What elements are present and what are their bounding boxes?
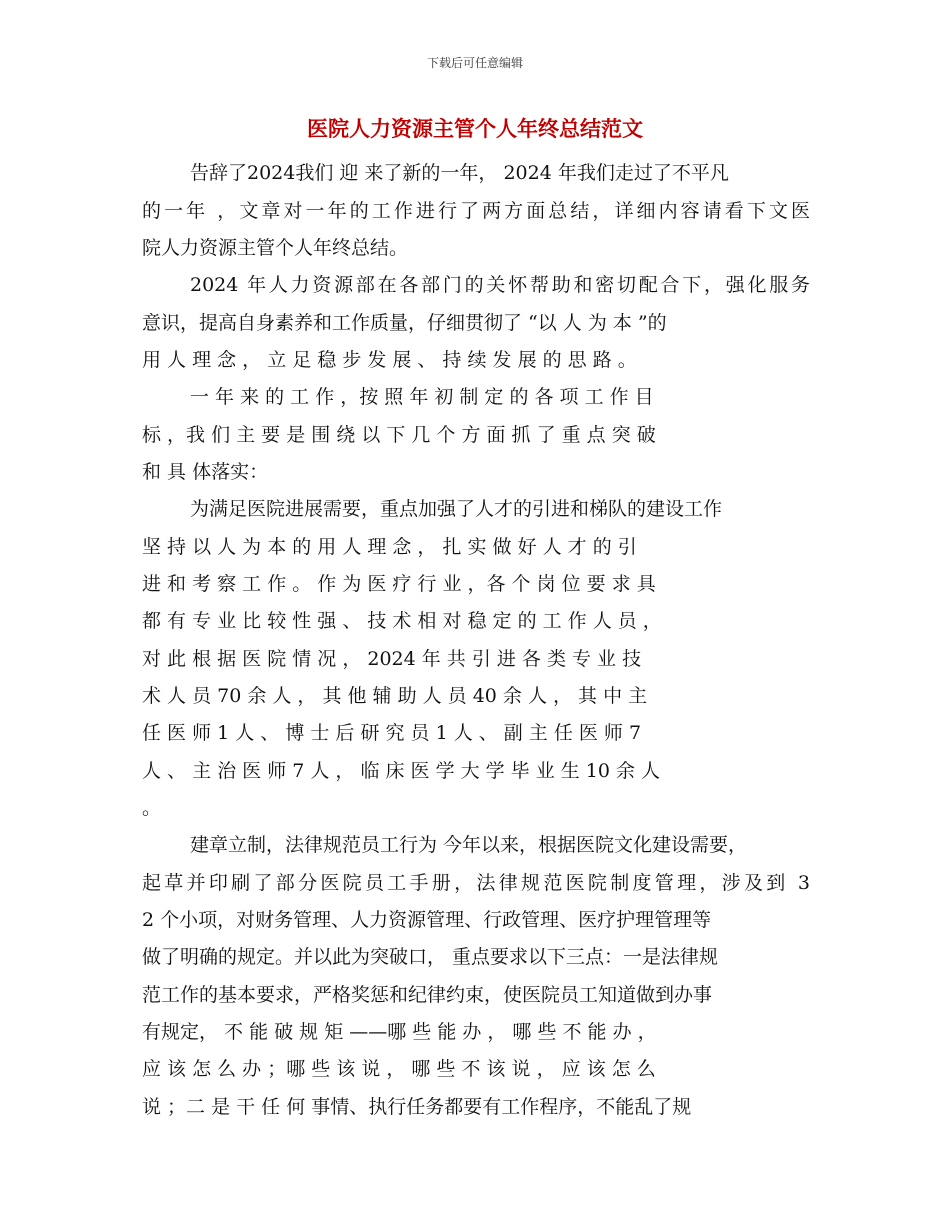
paragraph-4-line-1: 为满足医院进展需要，重点加强了人才的引进和梯队的建设工作 — [190, 498, 723, 520]
paragraph-2-line-3: 用 人 理 念 ， 立 足 稳 步 发 展 、 持 续 发 展 的 思 路 。 — [142, 349, 637, 371]
paragraph-3-line-2: 标 ，我 们 主 要 是 围 绕 以 下 几 个 方 面 抓 了 重 点 突 破 — [142, 424, 656, 446]
paragraph-4-line-7: 任 医 师 1 人 、 博 士 后 研 究 员 1 人 、 副 主 任 医 师 7 — [142, 722, 642, 744]
paragraph-1-line-1: 告辞了2024我们 迎 来了新的一年， 2024 年我们走过了不平凡 — [190, 162, 729, 184]
paragraph-4-line-2: 坚 持 以 人 为 本 的 用 人 理 念 ， 扎 实 做 好 人 才 的 引 — [142, 536, 637, 558]
paragraph-3-line-3: 和 具 体落实： — [142, 461, 269, 483]
paragraph-1-line-3: 院人力资源主管个人年终总结。 — [142, 237, 409, 259]
paragraph-5-line-1: 建章立制，法律规范员工行为 今年以来，根据医院文化建设需要， — [190, 834, 748, 856]
paragraph-5-line-3: 2 个小项，对财务管理、人力资源管理、行政管理、医疗护理管理等 — [142, 909, 712, 931]
paragraph-4-line-9: 。 — [142, 797, 162, 819]
paragraph-4-line-6: 术 人 员 70 余 人 ， 其 他 辅 助 人 员 40 余 人 ， 其 中 主 — [142, 685, 648, 707]
paragraph-4-line-4: 都 有 专 业 比 较 性 强 、 技 术 相 对 稳 定 的 工 作 人 员 ， — [142, 610, 662, 632]
paragraph-2-line-1: 2024 年人力资源部在各部门的关怀帮助和密切配合下，强化服务 — [190, 274, 810, 296]
page-header: 下载后可任意编辑 — [426, 56, 523, 70]
paragraph-5-line-4: 做了明确的规定。并以此为突破口， 重点要求以下三点：一是法律规 — [142, 946, 719, 968]
paragraph-5-line-8: 说 ；二 是 干 任 何 事情、执行任务都要有工作程序，不能乱了规 — [142, 1096, 692, 1118]
paragraph-5-line-7: 应 该 怎 么 办 ；哪 些 该 说 ， 哪 些 不 该 说 ， 应 该 怎 么 — [142, 1058, 656, 1080]
paragraph-4-line-3: 进 和 考 察 工 作 。 作 为 医 疗 行 业 ，各 个 岗 位 要 求 具 — [142, 573, 656, 595]
paragraph-3-line-1: 一 年 来 的 工 作 ，按 照 年 初 制 定 的 各 项 工 作 目 — [190, 386, 654, 408]
paragraph-5-line-5: 范工作的基本要求，严格奖惩和纪律约束，使医院员工知道做到办事 — [142, 984, 713, 1006]
paragraph-5-line-2: 起草并印刷了部分医院员工手册，法律规范医院制度管理，涉及到 3 — [142, 872, 810, 894]
paragraph-5-line-6: 有规定， 不 能 破 规 矩 ——哪 些 能 办 ， 哪 些 不 能 办 ， — [142, 1021, 657, 1043]
paragraph-4-line-5: 对 此 根 据 医 院 情 况 ， 2024 年 共 引 进 各 类 专 业 技 — [142, 648, 642, 670]
paragraph-4-line-8: 人 、 主 治 医 师 7 人 ， 临 床 医 学 大 学 毕 业 生 10 余 人 — [142, 760, 661, 782]
paragraph-2-line-2: 意识，提高自身素养和工作质量，仔细贯彻了 “以 人 为 本 ”的 — [142, 312, 667, 334]
paragraph-1-line-2: 的一年 ，文章对一年的工作进行了两方面总结，详细内容请看下文医 — [142, 200, 810, 222]
document-title: 医院人力资源主管个人年终总结范文 — [307, 117, 643, 141]
